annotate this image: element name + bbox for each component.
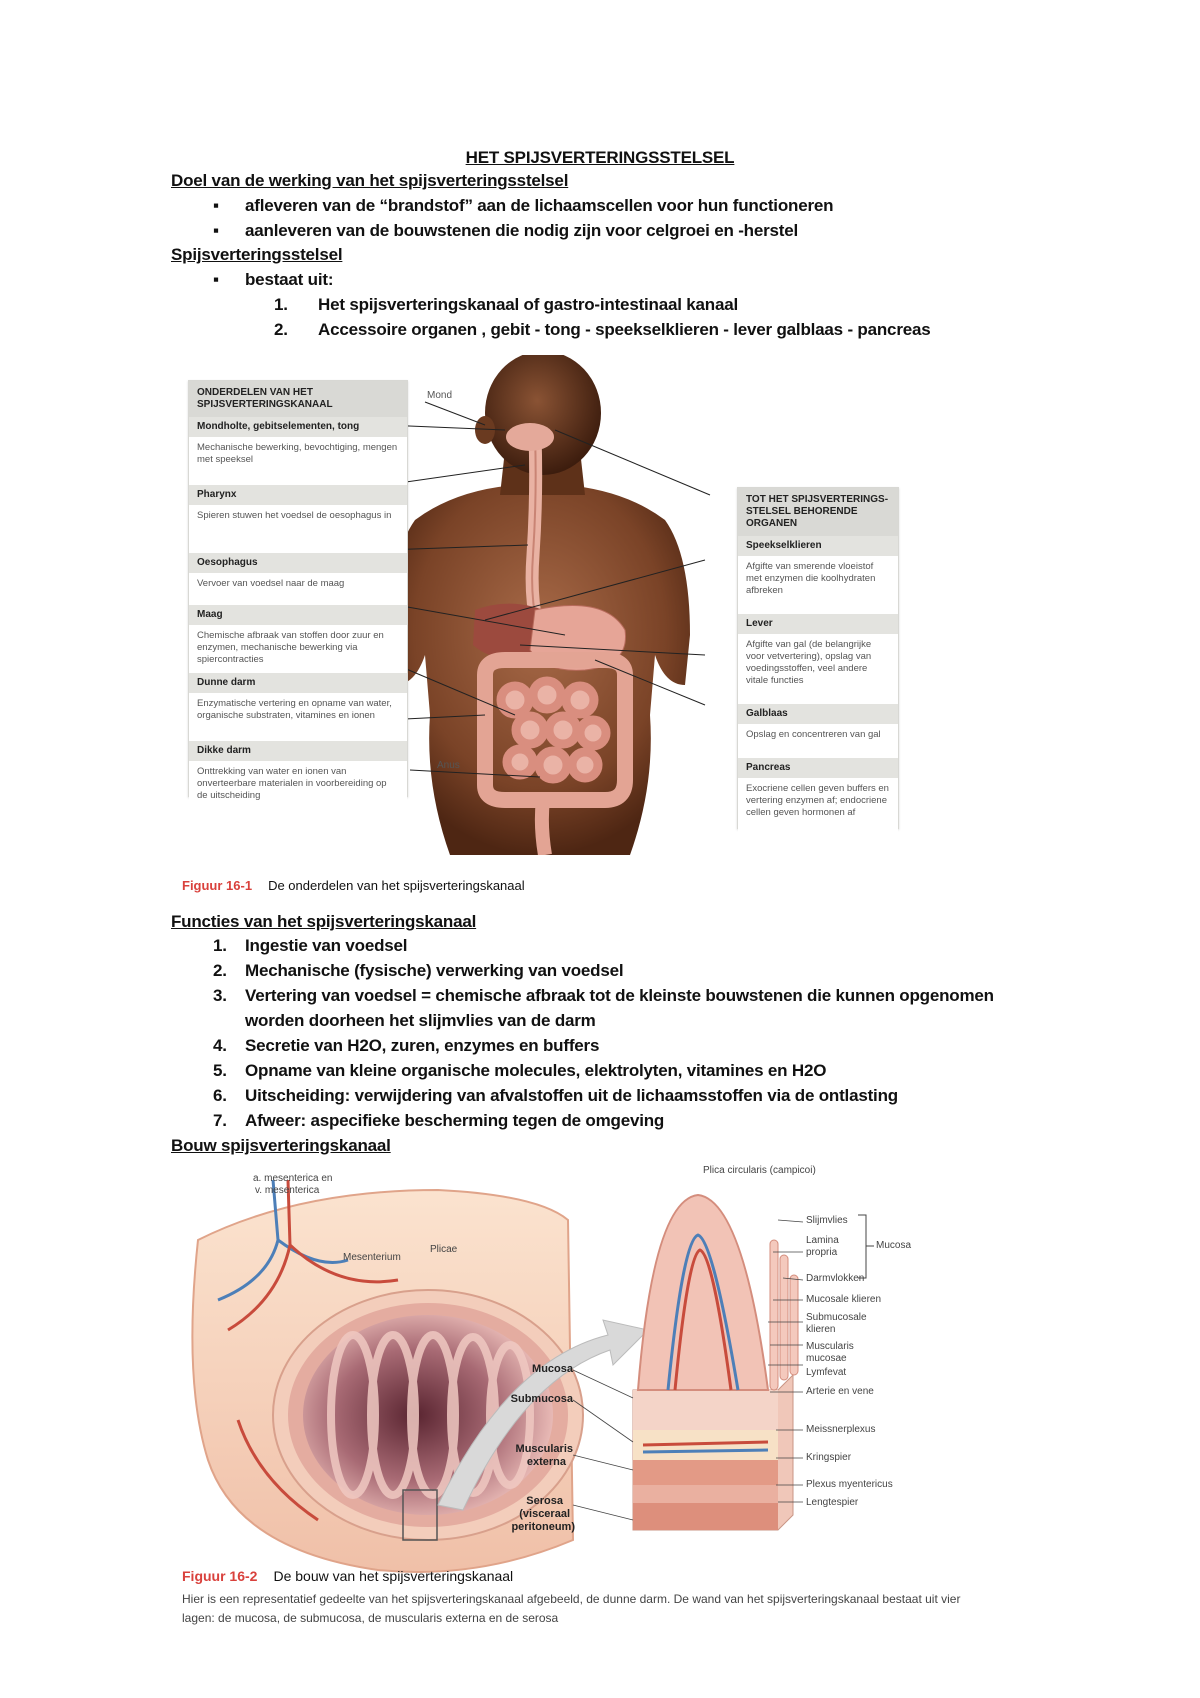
row-title: Oesophagus xyxy=(189,553,407,573)
list-number: 6. xyxy=(213,1086,227,1105)
label-peritoneum: peritoneum) xyxy=(511,1521,575,1533)
label-anus: Anus xyxy=(437,760,460,771)
label-mucosae: mucosae xyxy=(806,1353,847,1364)
label-darmvlokken: Darmvlokken xyxy=(806,1273,865,1284)
label-slijmvlies: Slijmvlies xyxy=(806,1215,848,1226)
list-number: 1. xyxy=(274,295,288,314)
section-heading-functies: Functies van het spijsverteringskanaal xyxy=(171,912,477,931)
row-body: Afgifte van smerende vloeistof met enzymen die koolhydraten afbreken xyxy=(738,556,898,614)
row-title: Dunne darm xyxy=(189,673,407,693)
label-klieren: klieren xyxy=(806,1324,836,1335)
label-arterie-vene: Arterie en vene xyxy=(806,1386,874,1397)
panel-header: ONDERDELEN VAN HET SPIJSVERTERINGSKANAAL xyxy=(189,381,407,417)
list-item: Mechanische (fysische) verwerking van voedsel xyxy=(245,961,624,980)
row-body: Vervoer van voedsel naar de maag xyxy=(189,573,407,605)
list-number: 7. xyxy=(213,1111,227,1130)
label-v-mesenterica: v. mesenterica xyxy=(255,1185,320,1196)
figure-description-line2: lagen: de mucosa, de submucosa, de muscularis externa en de serosa xyxy=(182,1611,559,1625)
label-muscularis-r: Muscularis xyxy=(806,1341,854,1352)
label-plexus-myentericus: Plexus myentericus xyxy=(806,1479,893,1490)
list-number: 5. xyxy=(213,1061,227,1080)
row-body: Opslag en concentreren van gal xyxy=(738,724,898,758)
list-number: 4. xyxy=(213,1036,227,1055)
label-meissnerplexus: Meissnerplexus xyxy=(806,1424,876,1435)
bullet-marker: ▪ xyxy=(213,196,219,215)
section-heading-bouw: Bouw spijsverteringskanaal xyxy=(171,1136,391,1155)
row-title: Pharynx xyxy=(189,485,407,505)
bullet-item: aanleveren van de bouwstenen die nodig zijn voor celgroei en -herstel xyxy=(245,221,799,240)
row-title: Dikke darm xyxy=(189,741,407,761)
bullet-item: bestaat uit: xyxy=(245,270,334,289)
panel-onderdelen xyxy=(188,380,408,801)
row-body: Exocriene cellen geven buffers en vertering enzymen af; endocriene cellen geven hormonen af xyxy=(738,778,898,836)
figure-gut-wall xyxy=(178,1160,958,1580)
figure-number: Figuur 16-1 xyxy=(182,878,253,893)
row-title: Mondholte, gebitselementen, tong xyxy=(189,417,407,437)
list-number: 2. xyxy=(274,320,288,339)
page-title: HET SPIJSVERTERINGSSTELSEL xyxy=(465,148,735,167)
list-item: Ingestie van voedsel xyxy=(245,936,408,955)
row-title: Pancreas xyxy=(738,758,898,778)
row-title: Galblaas xyxy=(738,704,898,724)
bullet-marker: ▪ xyxy=(213,221,219,240)
figure-caption-2 xyxy=(182,1568,513,1584)
list-item: Afweer: aspecifieke bescherming tegen de omgeving xyxy=(245,1111,665,1130)
list-number: 1. xyxy=(213,936,227,955)
row-body: Onttrekking van water en ionen van onverteerbare materialen in voorbereiding op de uitscheiding xyxy=(189,761,407,809)
section-heading-doel: Doel van de werking van het spijsverteringsstelsel xyxy=(171,171,569,190)
label-visceraal: (visceraal xyxy=(519,1508,570,1520)
label-mucosa-brace: Mucosa xyxy=(876,1240,912,1251)
list-number: 2. xyxy=(213,961,227,980)
row-body: Afgifte van gal (de belangrijke voor vetvertering), opslag van voedingsstoffen, veel andere vitale functies xyxy=(738,634,898,704)
row-body: Mechanische bewerking, bevochtiging, mengen met speeksel xyxy=(189,437,407,485)
label-propria: propria xyxy=(806,1247,838,1258)
row-body: Enzymatische vertering en opname van water, organische substraten, vitamines en ionen xyxy=(189,693,407,741)
label-plicae: Plicae xyxy=(430,1244,458,1255)
label-submucosale: Submucosale xyxy=(806,1312,867,1323)
label-lamina: Lamina xyxy=(806,1235,839,1246)
bullet-marker: ▪ xyxy=(213,270,219,289)
panel-header: TOT HET SPIJSVERTERINGS-STELSEL BEHORENDE ORGANEN xyxy=(738,488,898,536)
label-mucosale-klieren: Mucosale klieren xyxy=(806,1294,882,1305)
label-lengtespier: Lengtespier xyxy=(806,1497,859,1508)
list-item-continuation: worden doorheen het slijmvlies van de darm xyxy=(245,1011,596,1030)
bullet-item: afleveren van de “brandstof” aan de lichaamscellen voor hun functioneren xyxy=(245,196,834,215)
figure-caption-1 xyxy=(182,878,525,893)
list-item: Accessoire organen , gebit - tong - speekselklieren - lever galblaas - pancreas xyxy=(318,320,931,339)
row-title: Maag xyxy=(189,605,407,625)
figure-digestive-system xyxy=(185,355,905,855)
list-number: 3. xyxy=(213,986,227,1005)
label-mucosa: Mucosa xyxy=(532,1363,573,1375)
figure-caption-text: De onderdelen van het spijsverteringskanaal xyxy=(268,878,525,893)
row-body: Spieren stuwen het voedsel de oesophagus in xyxy=(189,505,407,553)
label-submucosa: Submucosa xyxy=(510,1393,573,1405)
figure-description-line1: Hier is een representatief gedeelte van het spijsverteringskanaal afgebeeld, de dunne darm. De wand van het spijsverteringskanaal bestaat uit vier xyxy=(182,1592,961,1606)
list-item: Opname van kleine organische molecules, elektrolyten, vitamines en H2O xyxy=(245,1061,827,1080)
row-title: Lever xyxy=(738,614,898,634)
list-item: Het spijsverteringskanaal of gastro-intestinaal kanaal xyxy=(318,295,739,314)
row-body: Chemische afbraak van stoffen door zuur en enzymen, mechanische bewerking via spiercontracties xyxy=(189,625,407,673)
panel-organen xyxy=(737,487,899,829)
figure-caption-text: De bouw van het spijsverteringskanaal xyxy=(273,1568,514,1584)
row-title: Speekselklieren xyxy=(738,536,898,556)
list-item: Uitscheiding: verwijdering van afvalstoffen uit de lichaamsstoffen via de ontlasting xyxy=(245,1086,898,1105)
label-kringspier: Kringspier xyxy=(806,1452,852,1463)
section-heading-stelsel: Spijsverteringsstelsel xyxy=(171,245,343,264)
label-mond: Mond xyxy=(427,390,453,401)
label-lymfevat: Lymfevat xyxy=(806,1367,847,1378)
label-serosa: Serosa xyxy=(526,1495,563,1507)
list-item: Secretie van H2O, zuren, enzymes en buffers xyxy=(245,1036,600,1055)
label-externa: externa xyxy=(526,1456,566,1468)
label-muscularis: Muscularis xyxy=(515,1443,573,1455)
label-mesenterium: Mesenterium xyxy=(343,1252,401,1263)
figure-number: Figuur 16-2 xyxy=(182,1568,258,1584)
list-item: Vertering van voedsel = chemische afbraak tot de kleinste bouwstenen die kunnen opgenomen xyxy=(245,986,994,1005)
label-plica-circularis: Plica circularis (campicoi) xyxy=(703,1165,816,1176)
label-a-mesenterica: a. mesenterica en xyxy=(253,1173,333,1184)
